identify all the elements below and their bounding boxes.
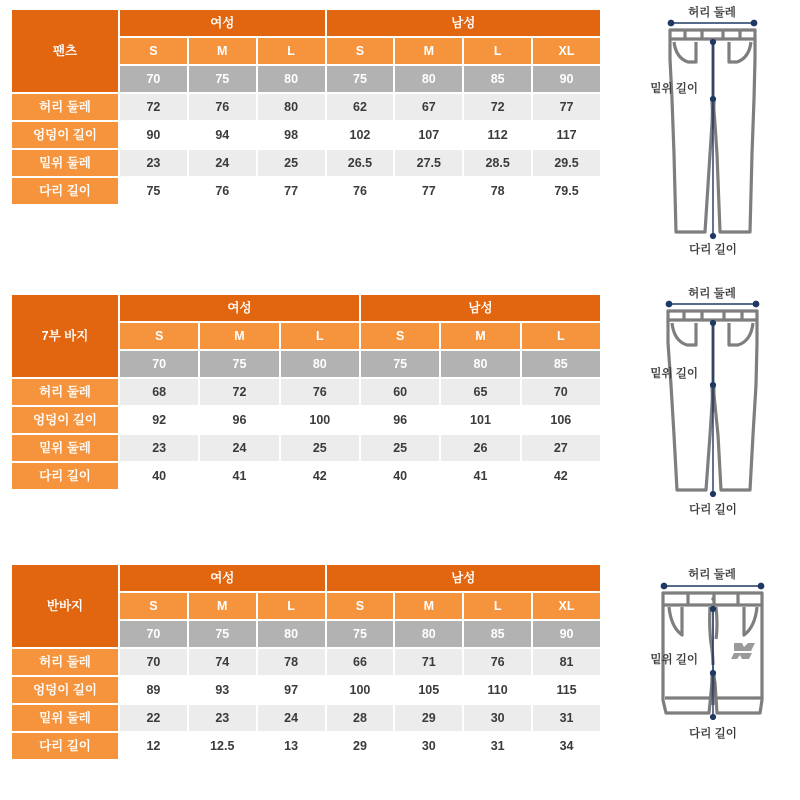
measurement-value: 25 [258, 150, 325, 176]
size-letter-cell: S [120, 38, 187, 64]
measurement-value: 112 [464, 122, 531, 148]
measurement-value: 31 [464, 733, 531, 759]
measurement-value: 26 [441, 435, 519, 461]
size-number-cell: 75 [189, 66, 256, 92]
size-number-cell: 70 [120, 351, 198, 377]
measurement-value: 40 [361, 463, 439, 489]
size-letter-cell: L [258, 38, 325, 64]
measurement-value: 30 [395, 733, 462, 759]
gender-header-male: 남성 [327, 565, 600, 591]
measurement-value: 105 [395, 677, 462, 703]
size-letter-cell: XL [533, 38, 600, 64]
table-row [12, 407, 600, 433]
measurement-value: 72 [200, 379, 278, 405]
measurement-value: 106 [522, 407, 600, 433]
measurement-value: 13 [258, 733, 325, 759]
measurement-value: 23 [120, 150, 187, 176]
measurement-value: 23 [189, 705, 256, 731]
measurement-label: 엉덩이 길이 [12, 407, 118, 433]
measurement-label: 허리 둘레 [12, 379, 118, 405]
gender-header-female: 여성 [120, 295, 359, 321]
size-table-wrapper-pants [10, 8, 602, 206]
measurement-value: 28 [327, 705, 394, 731]
gender-header-female: 여성 [120, 565, 325, 591]
size-letter-cell: XL [533, 593, 600, 619]
table-row [12, 379, 600, 405]
measurement-label: 엉덩이 길이 [12, 677, 118, 703]
measurement-value: 76 [281, 379, 359, 405]
measurement-value: 96 [361, 407, 439, 433]
size-letter-cell: L [464, 593, 531, 619]
measurement-label: 밑위 둘레 [12, 150, 118, 176]
table-row-gender-header [12, 565, 600, 591]
gender-header-male: 남성 [327, 10, 600, 36]
size-number-cell: 85 [464, 66, 531, 92]
measurement-value: 71 [395, 649, 462, 675]
table-row-gender-header [12, 295, 600, 321]
measurement-value: 22 [120, 705, 187, 731]
measurement-value: 72 [120, 94, 187, 120]
size-letter-cell: S [361, 323, 439, 349]
measurement-value: 97 [258, 677, 325, 703]
measurement-value: 94 [189, 122, 256, 148]
size-number-cell: 70 [120, 621, 187, 647]
table-row [12, 435, 600, 461]
size-letter-cell: L [281, 323, 359, 349]
measurement-value: 96 [200, 407, 278, 433]
measurement-value: 115 [533, 677, 600, 703]
measurement-value: 60 [361, 379, 439, 405]
measurement-value: 110 [464, 677, 531, 703]
measurement-value: 24 [258, 705, 325, 731]
measurement-value: 41 [441, 463, 519, 489]
measurement-value: 102 [327, 122, 394, 148]
measurement-value: 24 [200, 435, 278, 461]
size-number-cell: 80 [258, 621, 325, 647]
measurement-value: 76 [464, 649, 531, 675]
measurement-value: 23 [120, 435, 198, 461]
measurement-value: 90 [120, 122, 187, 148]
size-number-cell: 90 [533, 66, 600, 92]
measurement-label: 밑위 둘레 [12, 705, 118, 731]
measurement-value: 40 [120, 463, 198, 489]
gender-header-male: 남성 [361, 295, 600, 321]
nb-logo-icon [731, 643, 755, 659]
measurement-value: 70 [522, 379, 600, 405]
measurement-value: 72 [464, 94, 531, 120]
size-number-cell: 75 [200, 351, 278, 377]
size-number-cell: 90 [533, 621, 600, 647]
size-letter-cell: S [120, 323, 198, 349]
size-letter-cell: S [327, 38, 394, 64]
size-letter-cell: L [258, 593, 325, 619]
size-letter-cell: M [441, 323, 519, 349]
table-row [12, 705, 600, 731]
measurement-value: 107 [395, 122, 462, 148]
diagram-label-waist: 허리 둘레 [688, 7, 736, 19]
measurement-value: 27 [522, 435, 600, 461]
garment-diagram-shorts [630, 565, 795, 790]
diagram-label-leg: 다리 길이 [689, 728, 737, 740]
measurement-value: 98 [258, 122, 325, 148]
size-number-cell: 85 [464, 621, 531, 647]
measurement-value: 24 [189, 150, 256, 176]
measurement-label: 다리 길이 [12, 733, 118, 759]
diagram-label-waist: 허리 둘레 [688, 569, 736, 581]
measurement-value: 101 [441, 407, 519, 433]
size-number-cell: 75 [361, 351, 439, 377]
measurement-value: 78 [258, 649, 325, 675]
size-number-cell: 70 [120, 66, 187, 92]
size-block-shorts [0, 555, 800, 800]
measurement-value: 79.5 [533, 178, 600, 204]
measurement-value: 75 [120, 178, 187, 204]
gender-header-female: 여성 [120, 10, 325, 36]
table-row [12, 150, 600, 176]
diagram-label-rise: 밑위 길이 [650, 83, 698, 95]
measurement-value: 77 [395, 178, 462, 204]
diagram-label-rise: 밑위 길이 [650, 654, 698, 666]
table-row [12, 122, 600, 148]
measurement-value: 81 [533, 649, 600, 675]
measurement-value: 31 [533, 705, 600, 731]
product-name-cell: 반바지 [12, 565, 118, 647]
size-letter-cell: M [189, 593, 256, 619]
measurement-label: 밑위 둘레 [12, 435, 118, 461]
garment-diagram-cropped-pants [630, 285, 795, 525]
measurement-value: 29 [327, 733, 394, 759]
size-table-cropped-pants [10, 293, 602, 491]
measurement-value: 62 [327, 94, 394, 120]
measurement-value: 29.5 [533, 150, 600, 176]
measurement-value: 76 [327, 178, 394, 204]
measurement-value: 77 [258, 178, 325, 204]
size-letter-cell: S [120, 593, 187, 619]
measurement-value: 12.5 [189, 733, 256, 759]
measurement-label: 엉덩이 길이 [12, 122, 118, 148]
table-row [12, 463, 600, 489]
measurement-value: 65 [441, 379, 519, 405]
size-table-wrapper-cropped-pants [10, 293, 602, 491]
measurement-value: 12 [120, 733, 187, 759]
measurement-value: 41 [200, 463, 278, 489]
measurement-value: 67 [395, 94, 462, 120]
diagram-label-waist: 허리 둘레 [688, 288, 736, 300]
measurement-value: 28.5 [464, 150, 531, 176]
diagram-label-rise: 밑위 길이 [650, 368, 698, 380]
size-number-cell: 80 [441, 351, 519, 377]
measurement-value: 117 [533, 122, 600, 148]
table-row-gender-header [12, 10, 600, 36]
table-row [12, 677, 600, 703]
size-letter-cell: M [189, 38, 256, 64]
size-number-cell: 75 [189, 621, 256, 647]
size-letter-cell: M [395, 38, 462, 64]
measurement-value: 76 [189, 178, 256, 204]
measurement-value: 89 [120, 677, 187, 703]
measurement-value: 66 [327, 649, 394, 675]
measurement-value: 25 [361, 435, 439, 461]
measurement-value: 76 [189, 94, 256, 120]
measurement-value: 42 [522, 463, 600, 489]
measurement-value: 26.5 [327, 150, 394, 176]
measurement-value: 92 [120, 407, 198, 433]
table-row [12, 94, 600, 120]
size-number-cell: 80 [395, 66, 462, 92]
measurement-value: 100 [327, 677, 394, 703]
measurement-value: 74 [189, 649, 256, 675]
size-letter-cell: M [200, 323, 278, 349]
measurement-label: 허리 둘레 [12, 649, 118, 675]
size-number-cell: 80 [395, 621, 462, 647]
diagram-label-leg: 다리 길이 [689, 244, 737, 256]
product-name-cell: 팬츠 [12, 10, 118, 92]
measurement-label: 다리 길이 [12, 178, 118, 204]
diagram-label-leg: 다리 길이 [689, 504, 737, 516]
size-table-wrapper-shorts [10, 563, 602, 761]
size-block-cropped-pants [0, 285, 800, 535]
measurement-value: 80 [258, 94, 325, 120]
measurement-value: 42 [281, 463, 359, 489]
size-number-cell: 80 [258, 66, 325, 92]
table-row [12, 649, 600, 675]
measurement-value: 100 [281, 407, 359, 433]
product-name-cell: 7부 바지 [12, 295, 118, 377]
size-letter-cell: L [522, 323, 600, 349]
size-table-pants [10, 8, 602, 206]
size-number-cell: 80 [281, 351, 359, 377]
measurement-value: 30 [464, 705, 531, 731]
table-row [12, 178, 600, 204]
measurement-value: 29 [395, 705, 462, 731]
table-row [12, 733, 600, 759]
measurement-value: 34 [533, 733, 600, 759]
measurement-label: 다리 길이 [12, 463, 118, 489]
measurement-value: 27.5 [395, 150, 462, 176]
measurement-value: 78 [464, 178, 531, 204]
measurement-value: 68 [120, 379, 198, 405]
measurement-value: 93 [189, 677, 256, 703]
garment-diagram-long-pants [630, 4, 795, 262]
size-number-cell: 75 [327, 621, 394, 647]
size-number-cell: 75 [327, 66, 394, 92]
size-letter-cell: S [327, 593, 394, 619]
size-letter-cell: L [464, 38, 531, 64]
measurement-value: 25 [281, 435, 359, 461]
size-number-cell: 85 [522, 351, 600, 377]
measurement-value: 77 [533, 94, 600, 120]
measurement-value: 70 [120, 649, 187, 675]
measurement-label: 허리 둘레 [12, 94, 118, 120]
size-block-pants [0, 0, 800, 270]
size-table-shorts [10, 563, 602, 761]
size-letter-cell: M [395, 593, 462, 619]
